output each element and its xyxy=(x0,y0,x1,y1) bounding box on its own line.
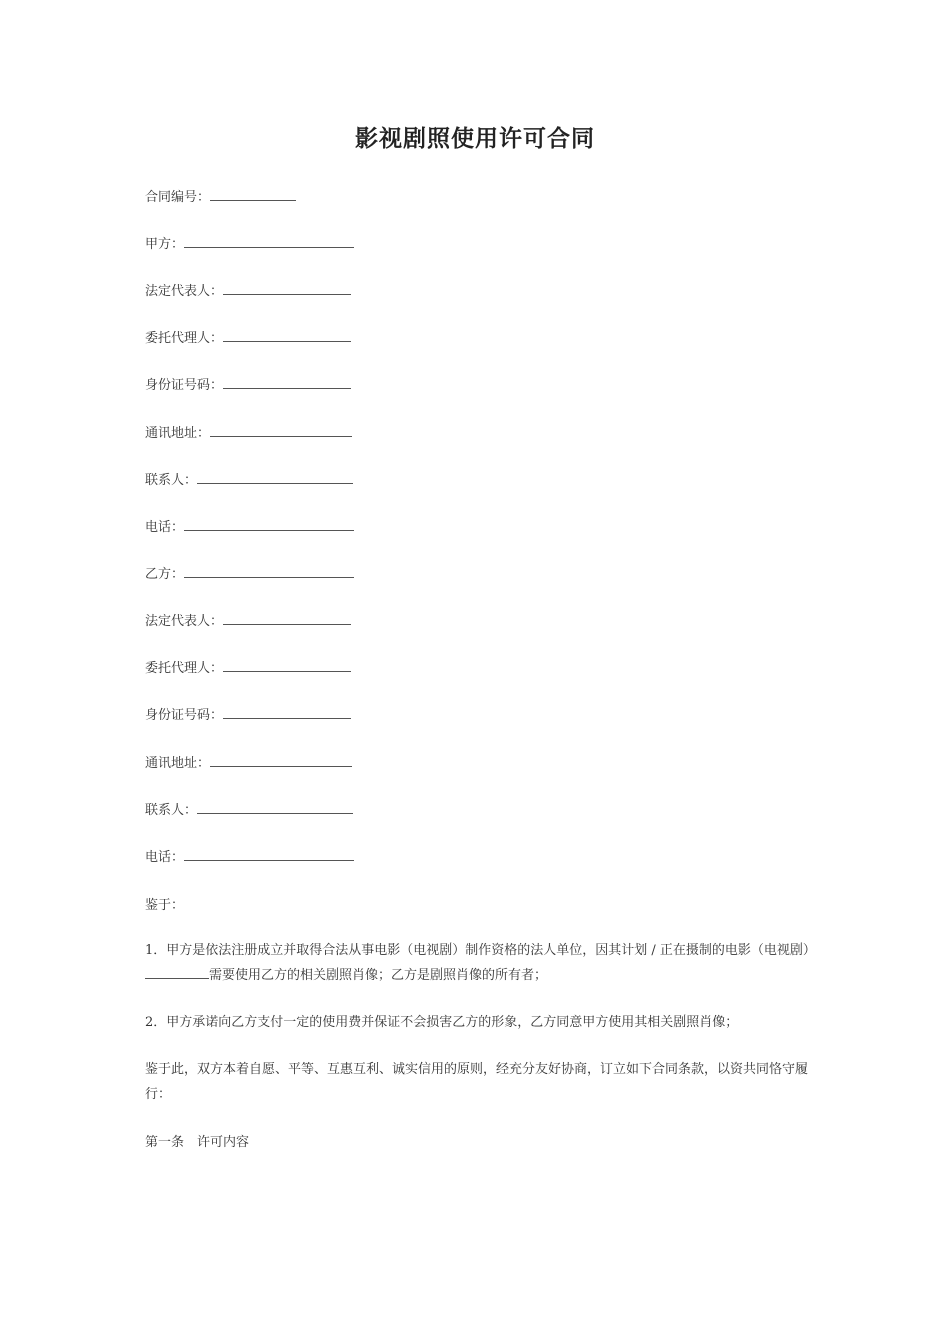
field-blank-line[interactable] xyxy=(210,424,352,437)
form-field-row xyxy=(145,706,351,725)
field-blank-line[interactable] xyxy=(184,565,354,578)
field-blank-line[interactable] xyxy=(184,518,354,531)
form-field-row xyxy=(145,188,296,207)
field-label: 身份证号码： xyxy=(145,378,224,393)
field-label: 电话： xyxy=(145,850,185,865)
field-label: 联系人： xyxy=(145,473,198,488)
field-label: 甲方： xyxy=(145,237,185,252)
film-title-blank[interactable] xyxy=(145,966,209,979)
form-field-row xyxy=(145,565,354,584)
field-blank-line[interactable] xyxy=(223,612,351,625)
field-label: 合同编号： xyxy=(145,190,211,205)
field-label: 通讯地址： xyxy=(145,426,211,441)
field-blank-line[interactable] xyxy=(197,471,353,484)
clause-1-text-b: 需要使用乙方的相关剧照肖像；乙方是剧照肖像的所有者； xyxy=(209,968,548,983)
form-field-row xyxy=(145,848,354,867)
form-field-row xyxy=(145,282,351,301)
form-field-row xyxy=(145,801,353,820)
field-blank-line[interactable] xyxy=(223,706,351,719)
document-title: 影视剧照使用许可合同 xyxy=(355,125,595,152)
field-blank-line[interactable] xyxy=(184,235,354,248)
whereas-label: 鉴于： xyxy=(145,898,185,913)
form-field-row xyxy=(145,329,351,348)
agreement-paragraph: 鉴于此，双方本着自愿、平等、互惠互利、诚实信用的原则，经充分友好协商，订立如下合同条款，以资共同恪守履行： xyxy=(145,1062,809,1102)
field-label: 通讯地址： xyxy=(145,756,211,771)
form-field-row xyxy=(145,612,351,631)
clause-1-text-a: 1．甲方是依法注册成立并取得合法从事电影（电视剧）制作资格的法人单位，因其计划 / 正在摄制的电影（电视剧） xyxy=(145,943,816,958)
article-1-heading: 第一条 许可内容 xyxy=(145,1135,250,1150)
form-field-row xyxy=(145,424,352,443)
field-blank-line[interactable] xyxy=(223,329,351,342)
field-blank-line[interactable] xyxy=(197,801,353,814)
form-field-row xyxy=(145,659,351,678)
form-field-row xyxy=(145,471,353,490)
field-blank-line[interactable] xyxy=(223,376,351,389)
form-field-row xyxy=(145,235,354,254)
field-blank-line[interactable] xyxy=(223,659,351,672)
form-field-row xyxy=(145,376,351,395)
field-label: 法定代表人： xyxy=(145,284,224,299)
field-label: 身份证号码： xyxy=(145,708,224,723)
field-label: 联系人： xyxy=(145,803,198,818)
field-blank-line[interactable] xyxy=(184,848,354,861)
field-blank-line[interactable] xyxy=(210,754,352,767)
field-label: 电话： xyxy=(145,520,185,535)
form-field-row xyxy=(145,754,352,773)
clause-2: 2．甲方承诺向乙方支付一定的使用费并保证不会损害乙方的形象，乙方同意甲方使用其相关剧照肖像； xyxy=(145,1015,739,1030)
field-label: 委托代理人： xyxy=(145,331,224,346)
field-label: 乙方： xyxy=(145,567,185,582)
field-blank-line[interactable] xyxy=(210,188,296,201)
form-field-row xyxy=(145,518,354,537)
clause-1 xyxy=(145,938,816,988)
field-blank-line[interactable] xyxy=(223,282,351,295)
field-label: 委托代理人： xyxy=(145,661,224,676)
field-label: 法定代表人： xyxy=(145,614,224,629)
